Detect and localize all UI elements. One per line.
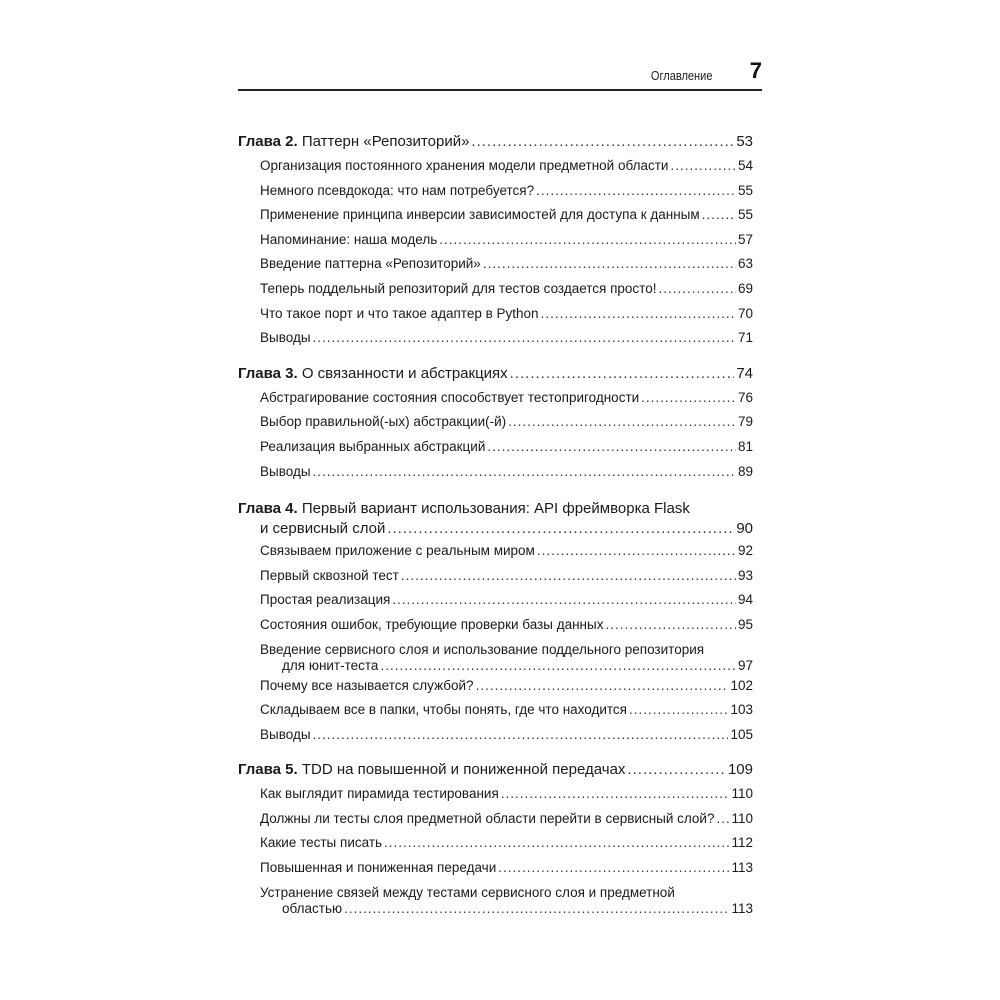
toc-section bbox=[238, 564, 753, 589]
toc-section bbox=[238, 674, 753, 699]
section-title: Выводы bbox=[260, 726, 311, 742]
page-ref: 94 bbox=[737, 592, 753, 608]
chapter-title-line1: Первый вариант использования: API фреймворка Flask bbox=[301, 500, 690, 518]
toc-section bbox=[238, 723, 753, 748]
page-ref: 76 bbox=[737, 389, 753, 405]
toc-section bbox=[238, 831, 753, 856]
chapter-label: Глава 2. bbox=[238, 133, 298, 150]
chapter-heading bbox=[238, 130, 753, 154]
page-ref: 81 bbox=[737, 438, 753, 454]
leader-dots bbox=[384, 831, 729, 856]
leader-dots bbox=[717, 807, 730, 832]
page-ref: 109 bbox=[727, 761, 753, 779]
toc-section bbox=[238, 277, 753, 302]
section-title: Должны ли тесты слоя предметной области перейти в сервисный слой? bbox=[260, 810, 715, 826]
toc-section bbox=[238, 228, 753, 253]
page-ref: 55 bbox=[737, 207, 753, 223]
page-ref: 53 bbox=[736, 133, 753, 150]
leader-dots bbox=[658, 277, 735, 302]
section-title-line2: для юнит-теста bbox=[282, 657, 379, 673]
chapter-heading bbox=[238, 758, 753, 782]
section-title: Организация постоянного хранения модели предметной области bbox=[260, 158, 669, 173]
toc-section bbox=[238, 807, 753, 832]
leader-dots bbox=[313, 723, 729, 748]
leader-dots bbox=[344, 901, 729, 917]
section-title-line2: областью bbox=[282, 900, 343, 916]
chapter-5 bbox=[238, 758, 753, 916]
section-title: Напоминание: наша модель bbox=[260, 231, 438, 247]
chapter-title-line2: и сервисный слой bbox=[260, 520, 386, 538]
leader-dots bbox=[387, 519, 734, 539]
leader-dots bbox=[629, 698, 728, 723]
page-ref: 110 bbox=[731, 810, 753, 826]
page-ref: 97 bbox=[737, 657, 753, 673]
toc-section bbox=[238, 410, 753, 435]
page-ref: 93 bbox=[737, 567, 753, 583]
leader-dots bbox=[439, 228, 736, 253]
chapter-4 bbox=[238, 495, 753, 747]
section-title: Простая реализация bbox=[260, 592, 391, 608]
leader-dots bbox=[627, 758, 726, 782]
page-ref: 90 bbox=[736, 520, 753, 538]
page-ref: 55 bbox=[737, 182, 753, 198]
leader-dots bbox=[380, 658, 736, 674]
page-ref: 63 bbox=[737, 256, 753, 272]
page-ref: 57 bbox=[737, 231, 753, 247]
section-title: Абстрагирование состояния способствует тестопригодности bbox=[260, 389, 640, 405]
page-ref: 54 bbox=[737, 158, 753, 173]
leader-dots bbox=[483, 252, 736, 277]
toc-section bbox=[238, 460, 753, 485]
section-title: Что такое порт и что такое адаптер в Python bbox=[260, 305, 539, 321]
chapter-label: Глава 4. bbox=[238, 500, 298, 518]
running-title: Оглавление bbox=[650, 68, 712, 83]
section-title: Связываем приложение с реальным миром bbox=[260, 543, 535, 559]
section-title-line1: Устранение связей между тестами сервисного слоя и предметной bbox=[260, 884, 675, 900]
leader-dots bbox=[641, 386, 736, 411]
leader-dots bbox=[508, 410, 736, 435]
page-ref: 102 bbox=[730, 677, 753, 693]
chapter-heading bbox=[238, 362, 753, 386]
page-ref: 110 bbox=[731, 786, 753, 802]
section-title: Состояния ошибок, требующие проверки базы данных bbox=[260, 616, 604, 632]
section-title: Складываем все в папки, чтобы понять, где что находится bbox=[260, 702, 627, 718]
page-header bbox=[238, 60, 762, 91]
page-ref: 105 bbox=[730, 726, 753, 742]
toc-section bbox=[238, 698, 753, 723]
toc-section bbox=[238, 856, 753, 881]
section-title: Выводы bbox=[260, 330, 311, 346]
page-number: 7 bbox=[749, 58, 762, 83]
section-title: Какие тесты писать bbox=[260, 835, 383, 851]
chapter-2 bbox=[238, 130, 753, 351]
leader-dots bbox=[536, 179, 736, 204]
leader-dots bbox=[401, 564, 736, 589]
chapter-heading bbox=[238, 495, 753, 539]
toc-section bbox=[238, 179, 753, 204]
chapter-title: TDD на повышенной и пониженной передачах bbox=[301, 761, 626, 779]
section-title: Реализация выбранных абстракций bbox=[260, 438, 486, 454]
page-ref: 69 bbox=[737, 280, 753, 296]
page-ref: 92 bbox=[737, 543, 753, 559]
toc-section bbox=[238, 539, 753, 564]
leader-dots bbox=[702, 203, 736, 228]
toc-section bbox=[238, 613, 753, 638]
chapter-label: Глава 3. bbox=[238, 364, 298, 382]
page-ref: 71 bbox=[737, 330, 753, 346]
section-title: Теперь поддельный репозиторий для тестов создается просто! bbox=[260, 280, 657, 296]
toc-section bbox=[238, 782, 753, 807]
page-ref: 113 bbox=[731, 900, 753, 916]
leader-dots bbox=[313, 460, 736, 485]
page-ref: 79 bbox=[737, 414, 753, 430]
toc-section bbox=[238, 252, 753, 277]
toc-section bbox=[238, 302, 753, 327]
leader-dots bbox=[510, 362, 735, 386]
toc-section bbox=[238, 638, 753, 674]
leader-dots bbox=[487, 435, 736, 460]
section-title: Применение принципа инверсии зависимостей для доступа к данным bbox=[260, 207, 700, 223]
chapter-3 bbox=[238, 362, 753, 484]
page-ref: 70 bbox=[737, 305, 753, 321]
leader-dots bbox=[471, 130, 734, 154]
section-title: Выводы bbox=[260, 463, 311, 479]
page-ref: 89 bbox=[737, 463, 753, 479]
leader-dots bbox=[605, 613, 736, 638]
section-title-line1: Введение сервисного слоя и использование поддельного репозитория bbox=[260, 641, 705, 657]
toc-section bbox=[238, 588, 753, 613]
page-ref: 74 bbox=[736, 364, 753, 382]
leader-dots bbox=[313, 326, 736, 351]
toc-section bbox=[238, 154, 753, 179]
section-title: Введение паттерна «Репозиторий» bbox=[260, 256, 481, 272]
chapter-title: О связанности и абстракциях bbox=[301, 364, 508, 382]
toc-section bbox=[238, 435, 753, 460]
chapter-title: Паттерн «Репозиторий» bbox=[301, 133, 470, 150]
toc-section bbox=[238, 881, 753, 917]
leader-dots bbox=[476, 674, 729, 699]
section-title: Как выглядит пирамида тестирования bbox=[260, 786, 499, 802]
section-title: Немного псевдокода: что нам потребуется? bbox=[260, 182, 535, 198]
leader-dots bbox=[537, 539, 736, 564]
chapter-label: Глава 5. bbox=[238, 761, 298, 779]
section-title: Первый сквозной тест bbox=[260, 567, 399, 583]
page-ref: 112 bbox=[731, 835, 753, 851]
toc-section bbox=[238, 203, 753, 228]
leader-dots bbox=[501, 782, 730, 807]
leader-dots bbox=[498, 856, 729, 881]
page-ref: 103 bbox=[730, 702, 753, 718]
section-title: Повышенная и пониженная передачи bbox=[260, 860, 497, 876]
toc-section bbox=[238, 386, 753, 411]
page-ref: 95 bbox=[737, 616, 753, 632]
section-title: Выбор правильной(-ых) абстракции(-й) bbox=[260, 414, 507, 430]
leader-dots bbox=[392, 588, 736, 613]
table-of-contents bbox=[238, 130, 753, 928]
toc-section bbox=[238, 326, 753, 351]
leader-dots bbox=[670, 154, 736, 179]
page-ref: 113 bbox=[731, 860, 753, 876]
leader-dots bbox=[541, 302, 736, 327]
section-title: Почему все называется службой? bbox=[260, 677, 474, 693]
